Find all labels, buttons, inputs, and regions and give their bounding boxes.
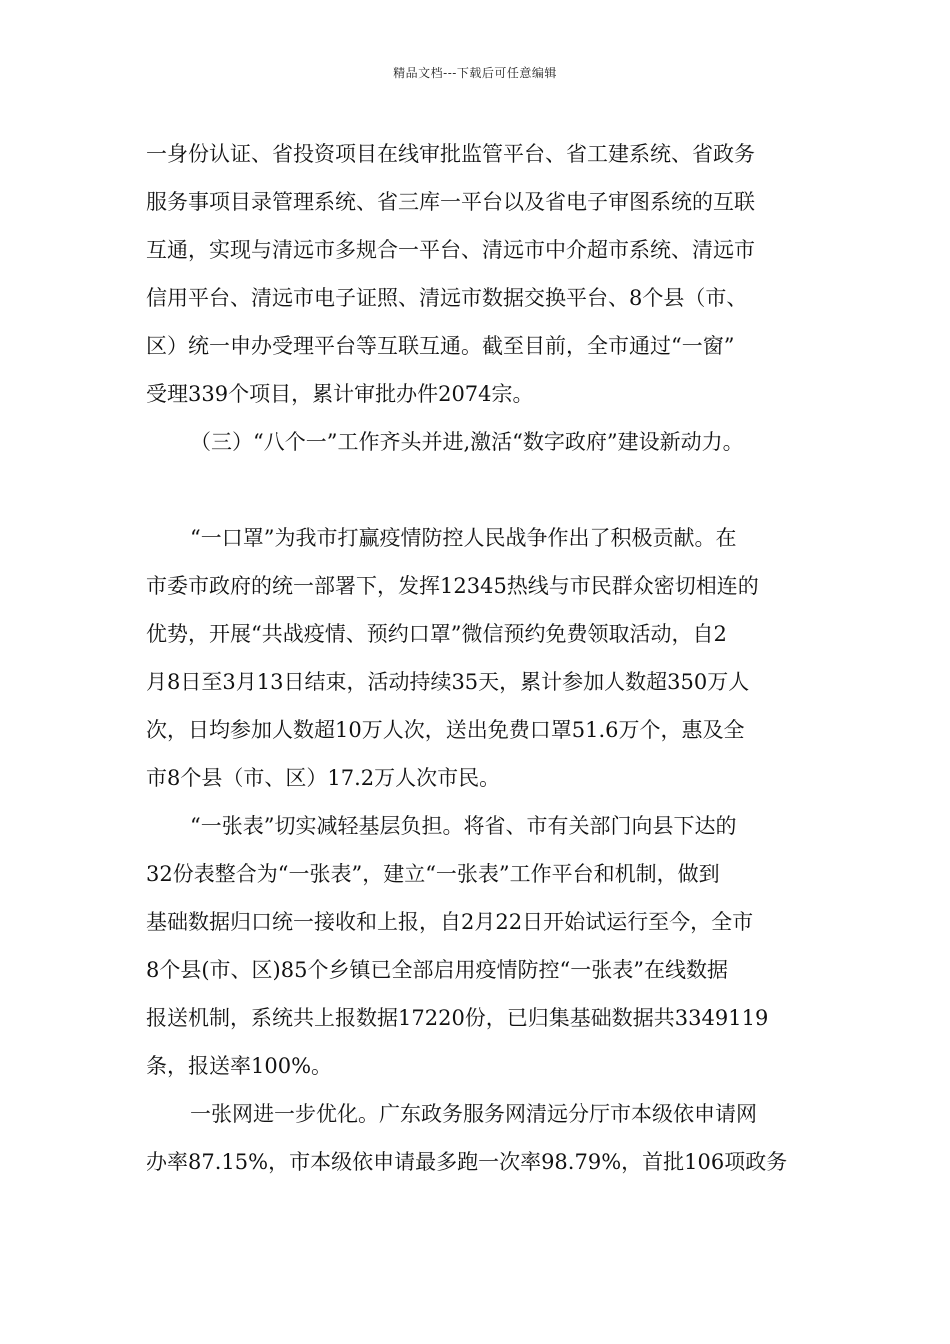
blank-gap (146, 466, 806, 514)
text-line: 互通，实现与清远市多规合一平台、清远市中介超市系统、清远市 (146, 238, 755, 262)
text-line: 一身份认证、省投资项目在线审批监管平台、省工建系统、省政务 (146, 142, 755, 166)
paragraph-one-mask (146, 514, 806, 802)
text-line: “一口罩”为我市打赢疫情防控人民战争作出了积极贡献。在 (190, 526, 737, 550)
section-heading-three (146, 418, 806, 466)
text-line: 条，报送率100%。 (146, 1054, 333, 1078)
text-line: 32份表整合为“一张表”，建立“一张表”工作平台和机制，做到 (146, 862, 720, 886)
text-line: 一张网进一步优化。广东政务服务网清远分厅市本级依申请网 (190, 1102, 757, 1126)
text-line: 办率87.15%，市本级依申请最多跑一次率98.79%，首批106项政务 (146, 1150, 788, 1174)
text-line: 优势，开展“共战疫情、预约口罩”微信预约免费领取活动，自2 (146, 622, 727, 646)
text-line: 区）统一申办受理平台等互联互通。截至目前，全市通过“一窗” (146, 334, 735, 358)
page-header: 精品文档---下载后可任意编辑 (393, 66, 557, 80)
text-line: 服务事项目录管理系统、省三库一平台以及省电子审图系统的互联 (146, 190, 755, 214)
paragraph-one-form (146, 802, 806, 1090)
document-body (146, 130, 806, 1186)
paragraph-system-integration (146, 130, 806, 418)
text-line: 基础数据归口统一接收和上报，自2月22日开始试运行至今，全市 (146, 910, 754, 934)
text-line: “一张表”切实减轻基层负担。将省、市有关部门向县下达的 (190, 814, 737, 838)
text-line: 报送机制，系统共上报数据17220份，已归集基础数据共3349119 (146, 1006, 769, 1030)
text-line: 次，日均参加人数超10万人次，送出免费口罩51.6万个，惠及全 (146, 718, 745, 742)
paragraph-one-network (146, 1090, 806, 1186)
section-heading: （三）“八个一”工作齐头并进,激活“数字政府”建设新动力。 (190, 430, 744, 454)
text-line: 月8日至3月13日结束，活动持续35天，累计参加人数超350万人 (146, 670, 750, 694)
text-line: 市委市政府的统一部署下，发挥12345热线与市民群众密切相连的 (146, 574, 759, 598)
text-line: 受理339个项目，累计审批办件2074宗。 (146, 382, 534, 406)
text-line: 市8个县（市、区）17.2万人次市民。 (146, 766, 501, 790)
text-line: 8个县(市、区)85个乡镇已全部启用疫情防控“一张表”在线数据 (146, 958, 728, 982)
text-line: 信用平台、清远市电子证照、清远市数据交换平台、8个县（市、 (146, 286, 748, 310)
